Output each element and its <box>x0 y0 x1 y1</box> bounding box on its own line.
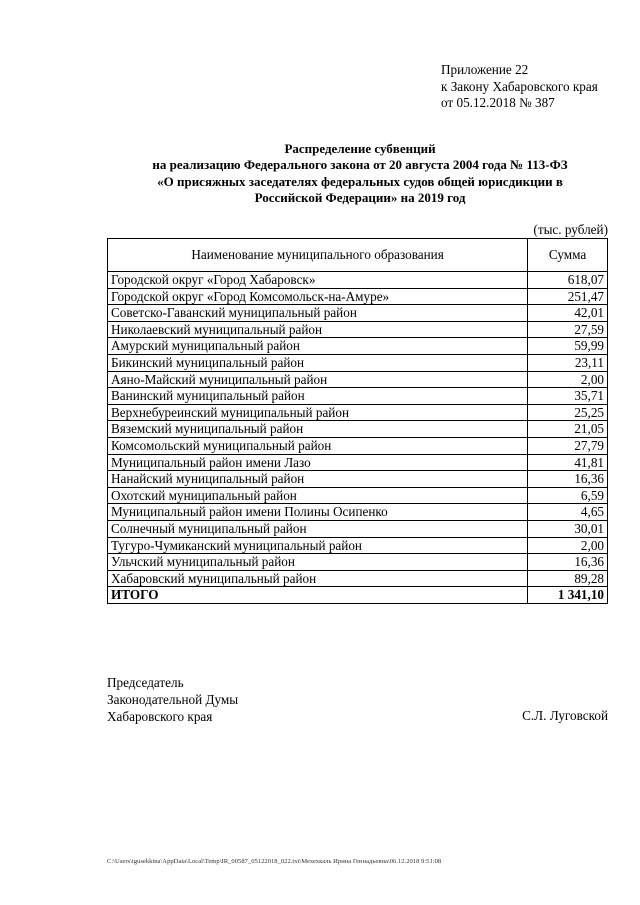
row-municipality-name: Комсомольский муниципальный район <box>108 437 528 454</box>
row-municipality-name: Бикинский муниципальный район <box>108 354 528 371</box>
row-municipality-name: Охотский муниципальный район <box>108 487 528 504</box>
table-row <box>108 437 608 454</box>
table-row <box>108 471 608 488</box>
row-municipality-name: Тугуро-Чумиканский муниципальный район <box>108 537 528 554</box>
table-row <box>108 504 608 521</box>
table-row <box>108 520 608 537</box>
column-header-name: Наименование муниципального образования <box>108 239 528 272</box>
table-row <box>108 554 608 571</box>
row-sum: 27,79 <box>528 437 608 454</box>
row-municipality-name: Муниципальный район имени Лазо <box>108 454 528 471</box>
table-row <box>108 321 608 338</box>
row-municipality-name: Советско-Гаванский муниципальный район <box>108 305 528 322</box>
row-sum: 16,36 <box>528 471 608 488</box>
table-row <box>108 537 608 554</box>
row-municipality-name: Муниципальный район имени Полины Осипенко <box>108 504 528 521</box>
row-municipality-name: Николаевский муниципальный район <box>108 321 528 338</box>
row-sum: 41,81 <box>528 454 608 471</box>
file-path-footer: C:\Users\igusekkina\AppData\Local\Temp\IR_00587_05122018_022.txt\Мехехкаль Ирина Геннадьевна\06.12.2018 9:51:08 <box>107 858 442 865</box>
row-municipality-name: Городской округ «Город Комсомольск-на-Амуре» <box>108 288 528 305</box>
title-line-3: «О присяжных заседателях федеральных судов общей юрисдикции в <box>157 173 563 189</box>
table-row <box>108 388 608 405</box>
total-sum: 1 341,10 <box>528 587 608 604</box>
column-header-sum: Сумма <box>528 239 608 272</box>
subvention-table <box>107 238 608 604</box>
units-label: (тыс. рублей) <box>533 222 608 237</box>
signature-block <box>107 674 238 725</box>
signature-position-1: Председатель <box>107 675 184 690</box>
row-municipality-name: Аяно-Майский муниципальный район <box>108 371 528 388</box>
table-row <box>108 454 608 471</box>
table-row <box>108 288 608 305</box>
appendix-number: Приложение 22 <box>441 62 529 77</box>
row-sum: 21,05 <box>528 421 608 438</box>
title-line-4: Российской Федерации» на 2019 год <box>254 189 466 205</box>
table-row <box>108 272 608 289</box>
row-municipality-name: Верхнебуреинский муниципальный район <box>108 404 528 421</box>
row-municipality-name: Солнечный муниципальный район <box>108 520 528 537</box>
row-sum: 27,59 <box>528 321 608 338</box>
table-row <box>108 305 608 322</box>
row-municipality-name: Ванинский муниципальный район <box>108 388 528 405</box>
row-sum: 251,47 <box>528 288 608 305</box>
table-row <box>108 570 608 587</box>
row-municipality-name: Нанайский муниципальный район <box>108 471 528 488</box>
row-sum: 2,00 <box>528 537 608 554</box>
row-sum: 618,07 <box>528 272 608 289</box>
row-municipality-name: Хабаровский муниципальный район <box>108 570 528 587</box>
table-row <box>108 487 608 504</box>
appendix-header <box>441 62 598 112</box>
row-sum: 59,99 <box>528 338 608 355</box>
total-label: ИТОГО <box>108 587 528 604</box>
signature-position-3: Хабаровского края <box>107 709 213 724</box>
appendix-law-ref: к Закону Хабаровского края <box>441 78 598 94</box>
table-row <box>108 421 608 438</box>
row-sum: 25,25 <box>528 404 608 421</box>
table-row <box>108 404 608 421</box>
row-municipality-name: Амурский муниципальный район <box>108 338 528 355</box>
row-sum: 6,59 <box>528 487 608 504</box>
total-row <box>108 587 608 604</box>
signer-name: С.Л. Луговской <box>522 708 608 723</box>
row-municipality-name: Ульчский муниципальный район <box>108 554 528 571</box>
document-title <box>100 141 620 206</box>
row-sum: 16,36 <box>528 554 608 571</box>
row-sum: 4,65 <box>528 504 608 521</box>
row-sum: 2,00 <box>528 371 608 388</box>
appendix-date: от 05.12.2018 № 387 <box>441 95 555 110</box>
row-sum: 89,28 <box>528 570 608 587</box>
row-sum: 30,01 <box>528 520 608 537</box>
row-municipality-name: Городской округ «Город Хабаровск» <box>108 272 528 289</box>
row-sum: 35,71 <box>528 388 608 405</box>
row-sum: 23,11 <box>528 354 608 371</box>
table-row <box>108 338 608 355</box>
table-row <box>108 371 608 388</box>
signature-position-2: Законодательной Думы <box>107 692 239 707</box>
title-line-2: на реализацию Федерального закона от 20 августа 2004 года № 113-ФЗ <box>152 157 568 173</box>
table-row <box>108 354 608 371</box>
row-municipality-name: Вяземский муниципальный район <box>108 421 528 438</box>
table-header-row <box>108 239 608 272</box>
table-body <box>108 272 608 604</box>
row-sum: 42,01 <box>528 305 608 322</box>
title-line-1: Распределение субвенций <box>284 141 436 156</box>
